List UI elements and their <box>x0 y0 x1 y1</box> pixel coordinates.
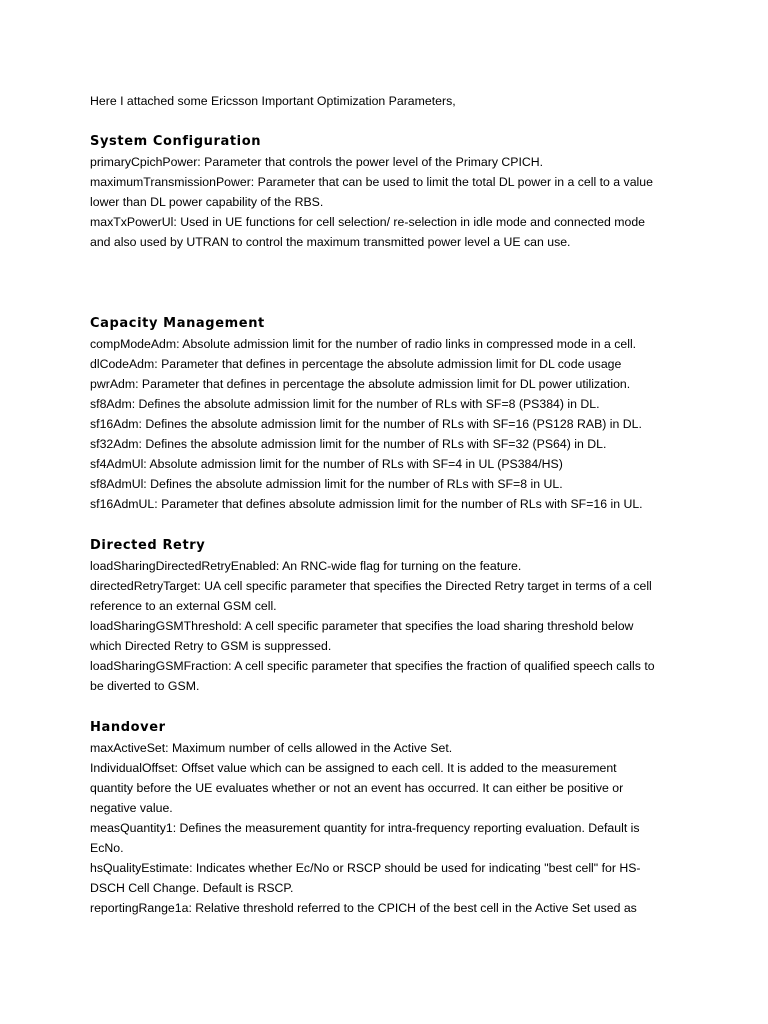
text-line: loadSharingGSMFraction: A cell specific parameter that specifies the fraction of qualified speech calls to <box>90 659 655 673</box>
text-line: loadSharingDirectedRetryEnabled: An RNC-wide flag for turning on the feature. <box>90 559 522 573</box>
text-line: hsQualityEstimate: Indicates whether Ec/No or RSCP should be used for indicating "best cell" for HS- <box>90 861 641 875</box>
text-line: which Directed Retry to GSM is suppressed. <box>90 639 332 653</box>
text-line: directedRetryTarget: UA cell specific parameter that specifies the Directed Retry target in terms of a cell <box>90 579 652 593</box>
text-line: dlCodeAdm: Parameter that defines in percentage the absolute admission limit for DL code usage <box>90 357 622 371</box>
section-system-configuration <box>90 132 670 252</box>
text-line: DSCH Cell Change. Default is RSCP. <box>90 881 294 895</box>
text-line: EcNo. <box>90 841 124 855</box>
text-line: primaryCpichPower: Parameter that controls the power level of the Primary CPICH. <box>90 155 544 169</box>
text-line: sf16Adm: Defines the absolute admission limit for the number of RLs with SF=16 (PS128 RAB) in DL. <box>90 417 642 431</box>
text-line: maximumTransmissionPower: Parameter that can be used to limit the total DL power in a cell to a value <box>90 175 653 189</box>
text-line: be diverted to GSM. <box>90 679 200 693</box>
text-line: sf8Adm: Defines the absolute admission limit for the number of RLs with SF=8 (PS384) in DL. <box>90 397 600 411</box>
text-line: lower than DL power capability of the RBS. <box>90 195 324 209</box>
section-title-system-configuration: System Configuration <box>90 134 262 149</box>
text-line: negative value. <box>90 801 173 815</box>
text-line: maxActiveSet: Maximum number of cells allowed in the Active Set. <box>90 741 453 755</box>
text-line: maxTxPowerUl: Used in UE functions for cell selection/ re-selection in idle mode and connected mode <box>90 215 645 229</box>
text-line: reportingRange1a: Relative threshold referred to the CPICH of the best cell in the Active Set used as <box>90 901 637 915</box>
text-line: loadSharingGSMThreshold: A cell specific parameter that specifies the load sharing threshold below <box>90 619 634 633</box>
section-capacity-management <box>90 314 670 514</box>
intro-text: Here I attached some Ericsson Important Optimization Parameters, <box>90 94 456 108</box>
text-line: and also used by UTRAN to control the maximum transmitted power level a UE can use. <box>90 235 571 249</box>
section-directed-retry <box>90 536 670 696</box>
section-handover <box>90 718 670 918</box>
text-line: pwrAdm: Parameter that defines in percentage the absolute admission limit for DL power utilization. <box>90 377 631 391</box>
text-line: quantity before the UE evaluates whether or not an event has occurred. It can either be positive or <box>90 781 624 795</box>
text-line: sf4AdmUl: Absolute admission limit for the number of RLs with SF=4 in UL (PS384/HS) <box>90 457 563 471</box>
text-line: IndividualOffset: Offset value which can be assigned to each cell. It is added to the measurement <box>90 761 617 775</box>
text-line: compModeAdm: Absolute admission limit for the number of radio links in compressed mode in a cell. <box>90 337 637 351</box>
text-line: measQuantity1: Defines the measurement quantity for intra-frequency reporting evaluation. Default is <box>90 821 640 835</box>
text-line: sf8AdmUl: Defines the absolute admission limit for the number of RLs with SF=8 in UL. <box>90 477 563 491</box>
text-line: sf16AdmUL: Parameter that defines absolute admission limit for the number of RLs with SF=16 in UL. <box>90 497 643 511</box>
text-line: sf32Adm: Defines the absolute admission limit for the number of RLs with SF=32 (PS64) in DL. <box>90 437 607 451</box>
section-title-capacity-management: Capacity Management <box>90 316 265 331</box>
text-line: reference to an external GSM cell. <box>90 599 277 613</box>
section-title-directed-retry: Directed Retry <box>90 538 206 553</box>
document-page <box>90 91 670 918</box>
section-title-handover: Handover <box>90 720 166 735</box>
